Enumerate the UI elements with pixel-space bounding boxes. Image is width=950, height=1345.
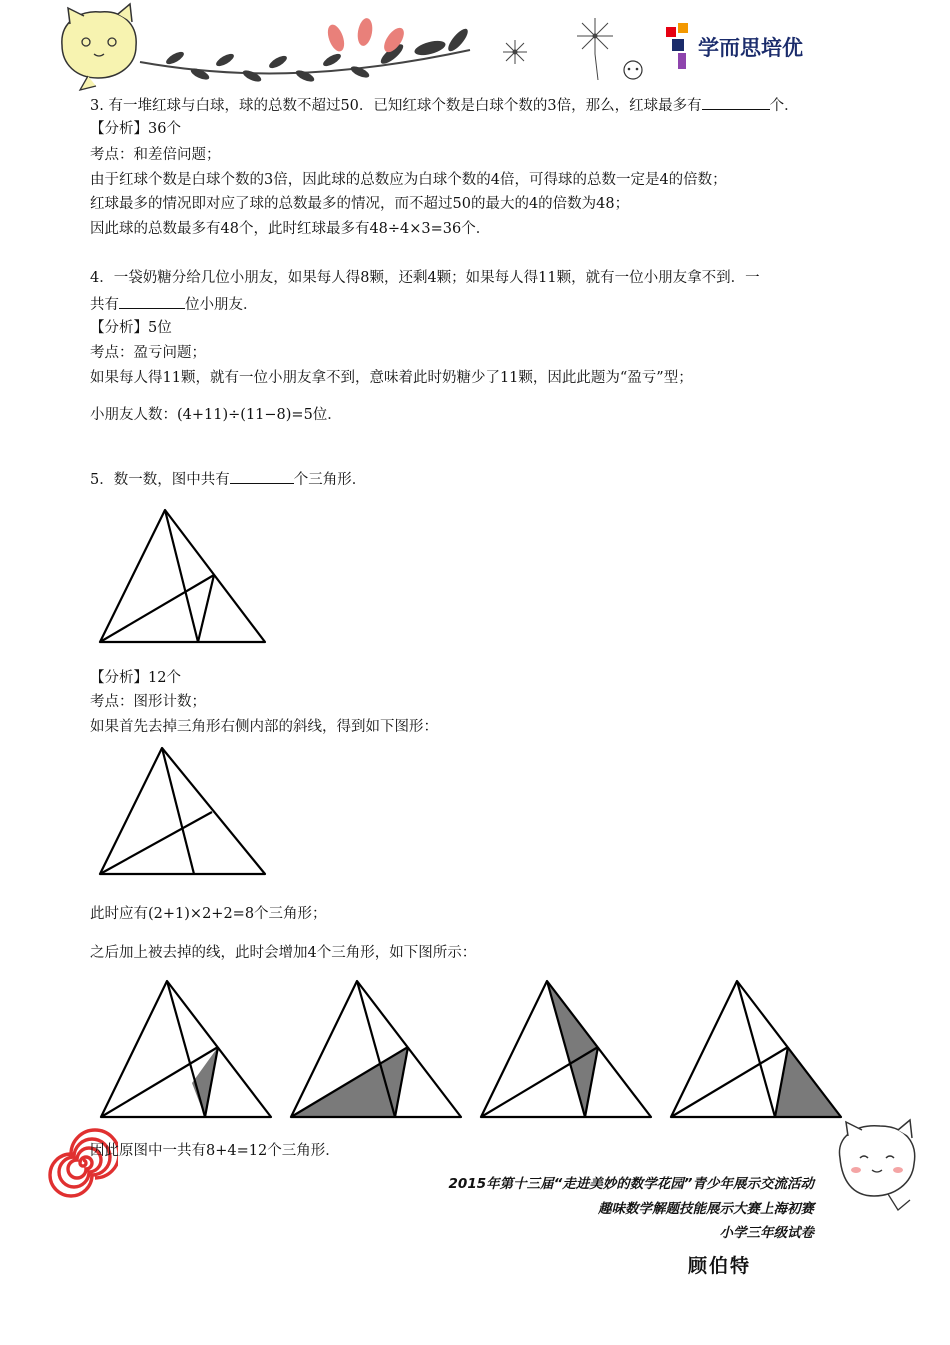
- brand-logo: [666, 22, 803, 72]
- q4-question-line2: 共有 位小朋友．: [90, 294, 258, 315]
- q3-analysis-line: 因此球的总数最多有48个，此时红球最多有48÷4×3=36个．: [90, 221, 491, 237]
- q3-topic: 考点：和差倍问题；: [90, 147, 221, 163]
- spiral-decoration: [48, 1128, 118, 1198]
- small-face-icon: [624, 61, 642, 79]
- q5-analysis-line: 如果首先去掉三角形右侧内部的斜线，得到如下图形：: [90, 719, 438, 735]
- dandelion-icon: [577, 18, 613, 80]
- q5-shaded-figure-3: [475, 975, 657, 1123]
- brand-mark-icon: [666, 23, 692, 71]
- q4-answer: 【分析】5位: [90, 320, 172, 336]
- q4-analysis-line: 小朋友人数：(4+11)÷(11−8)=5位．: [90, 407, 342, 423]
- footer-paper-level: 小学三年级试卷: [719, 1225, 814, 1241]
- cat-doodle-top-left: [62, 4, 136, 90]
- q3-analysis-line: 由于红球个数是白球个数的3倍，因此球的总数应为白球个数的4倍，可得球的总数一定是4的倍数；: [90, 172, 727, 188]
- leaf-branch: [140, 17, 471, 84]
- q5-answer: 【分析】12个: [90, 670, 181, 686]
- q4-question-line1: 4．一袋奶糖分给几位小朋友，如果每人得8颗，还剩4颗；如果每人得11颗，就有一位小朋友拿不到．一: [90, 270, 760, 286]
- q5-topic: 考点：图形计数；: [90, 694, 206, 710]
- q5-question: 5．数一数，图中共有 个三角形．: [90, 469, 366, 490]
- q4-topic: 考点：盈亏问题；: [90, 345, 206, 361]
- cat-doodle-bottom-right: [826, 1118, 926, 1218]
- q5-shaded-figure-2: [285, 975, 467, 1123]
- q5-original-figure: [90, 500, 280, 650]
- q5-conclusion: 因此原图中一共有8+4=12个三角形．: [90, 1143, 340, 1159]
- q5-simplified-figure: [90, 740, 280, 880]
- footer-author: 顾伯特: [688, 1255, 752, 1277]
- q3-answer: 【分析】36个: [90, 121, 181, 137]
- footer-contest-name: 趣味数学解题技能展示大赛上海初赛: [598, 1201, 814, 1217]
- header-decoration: [0, 0, 660, 100]
- q4-analysis-line: 如果每人得11颗，就有一位小朋友拿不到，意味着此时奶糖少了11颗，因此此题为“盈亏”型；: [90, 370, 693, 386]
- q3-question: 3. 有一堆红球与白球，球的总数不超过50．已知红球个数是白球个数的3倍，那么，红球最多有 个．: [90, 95, 799, 116]
- q5-shaded-figure-4: [665, 975, 847, 1123]
- footer-event-title: 2015年第十三届“走进美妙的数学花园”青少年展示交流活动: [448, 1176, 814, 1192]
- q5-analysis-line: 此时应有(2+1)×2+2=8个三角形；: [90, 906, 327, 922]
- answer-blank: [230, 469, 294, 484]
- brand-name: 学而思培优: [698, 36, 803, 60]
- q5-shaded-figure-1: [95, 975, 277, 1123]
- q3-analysis-line: 红球最多的情况即对应了球的总数最多的情况，而不超过50的最大的4的倍数为48；: [90, 196, 630, 212]
- answer-blank: [702, 95, 770, 110]
- q5-analysis-line: 之后加上被去掉的线，此时会增加4个三角形，如下图所示：: [90, 945, 477, 961]
- answer-blank: [119, 294, 185, 309]
- dandelion-icon: [503, 40, 527, 64]
